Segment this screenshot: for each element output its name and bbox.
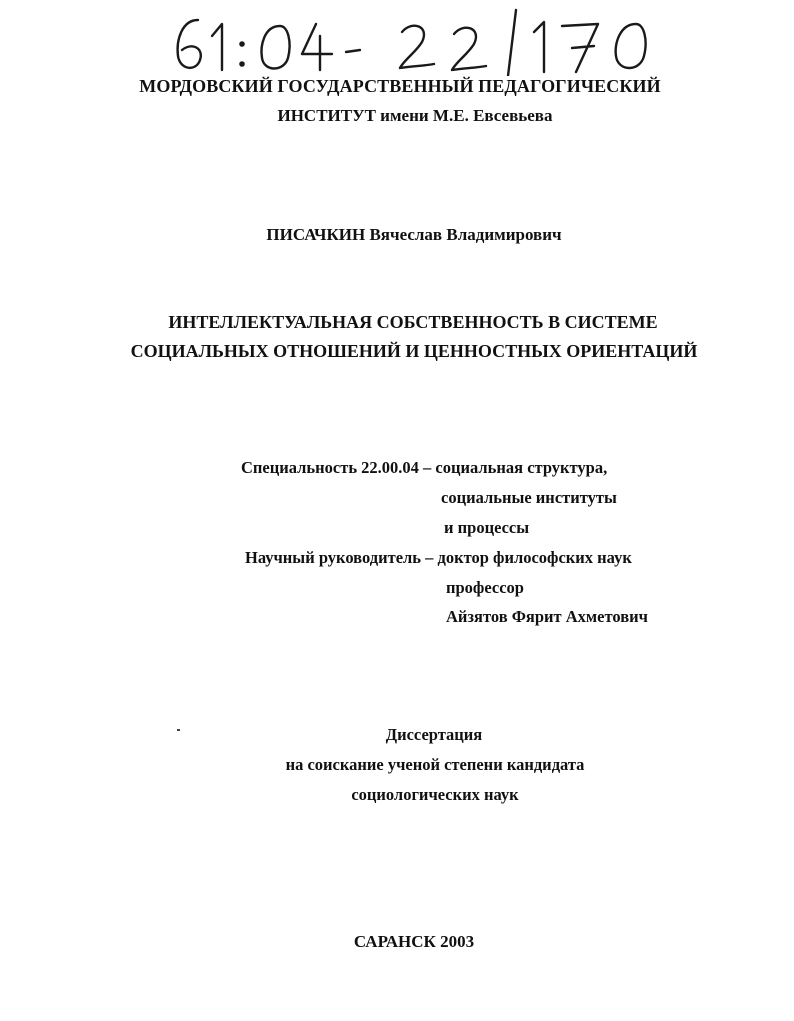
supervisor-name: Айзятов Фярит Ахметович	[446, 607, 648, 626]
supervisor-line-1: Научный руководитель – доктор философских наук	[245, 548, 632, 567]
specialty-line-2: социальные институты	[441, 488, 617, 507]
degree-line-1: на соискание ученой степени кандидата	[285, 755, 585, 774]
handwritten-library-code	[168, 6, 668, 76]
specialty-line-1: Специальность 22.00.04 – социальная структура,	[241, 458, 608, 477]
degree-line-2: социологических наук	[351, 785, 519, 804]
dissertation-title-line-2: СОЦИАЛЬНЫХ ОТНОШЕНИЙ И ЦЕННОСТНЫХ ОРИЕНТАЦИЙ	[130, 341, 698, 361]
handwritten-code-drawing	[168, 6, 668, 76]
author-name: ПИСАЧКИН Вячеслав Владимирович	[266, 225, 562, 244]
supervisor-line-2: профессор	[446, 578, 524, 597]
institution-name-line-2: ИНСТИТУТ имени М.Е. Евсевьева	[277, 106, 553, 125]
city-year: САРАНСК 2003	[353, 932, 475, 951]
dissertation-label: Диссертация	[385, 725, 483, 744]
dissertation-title-line-1: ИНТЕЛЛЕКТУАЛЬНАЯ СОБСТВЕННОСТЬ В СИСТЕМЕ	[168, 312, 658, 332]
institution-name-line-1: МОРДОВСКИЙ ГОСУДАРСТВЕННЫЙ ПЕДАГОГИЧЕСКИЙ	[139, 76, 661, 96]
specialty-line-3: и процессы	[444, 518, 530, 537]
